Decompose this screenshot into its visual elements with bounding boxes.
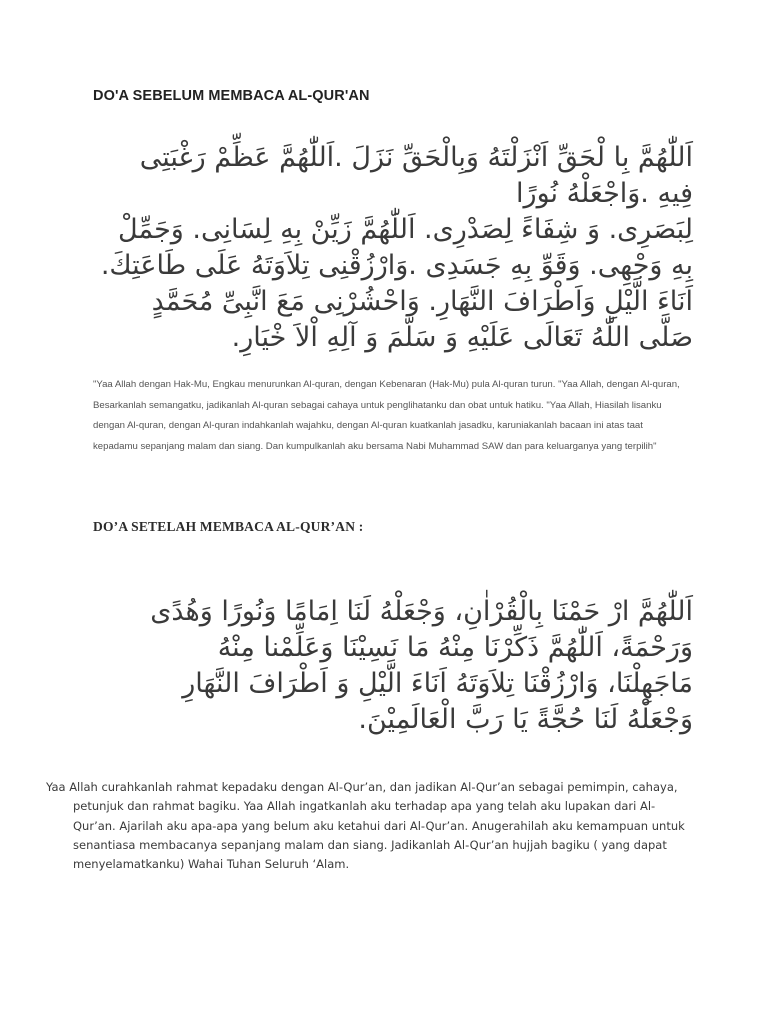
arabic-line: مَاجَهِلْنَا، وَارْزُقْنَا تِلاَوَتَهُ اَنَاءَ الَّيْلِ وَ اَطْرَافَ النَّهَارِ [182, 668, 693, 699]
section1-title: DO'A SEBELUM MEMBACA AL-QUR'AN [93, 88, 370, 104]
arabic-line: اَللّٰهُمَّ ارْ حَمْنَا بِالْقُرْاٰنِ، وَجْعَلْهُ لَنَا اِمَامًا وَنُورًا وَهُدًى [150, 596, 693, 627]
section2-arabic-prayer [88, 594, 693, 738]
arabic-line: وَرَحْمَةً، اَللّٰهُمَّ ذَكِّرْنَا مِنْهُ مَا نَسِيْنَا وَعَلِّمْنا مِنْهُ [217, 632, 693, 663]
section1-arabic-prayer [88, 140, 693, 356]
arabic-line: صَلَّى اللّٰهُ تَعَالَى عَلَيْهِ وَ سَلَّمَ وَ آلِهِ اْلاَ خْيَارِ. [231, 322, 693, 353]
arabic-line: بِهِ وَجْهِى. وَقَوِّ بِهِ جَسَدِى .وَارْزُقْنِى تِلاَوَتَهُ عَلَى طَاعَتِكَ. [100, 250, 693, 281]
section1-translation: "Yaa Allah dengan Hak-Mu, Engkau menurunkan Al-quran, dengan Kebenaran (Hak-Mu) pula Al-quran turun. "Yaa Allah, dengan Al-quran, Besarkanlah semangatku, jadikanlah Al-quran sebagai cahaya untuk penglihatanku dan obat untuk hatiku. "Yaa Allah, Hiasilah lisanku dengan Al-quran, dengan Al-quran indahkanlah wajahku, dengan Al-quran kuatkanlah jasadku, karuniakanlah bacaan ini atas taat kepadamu sepanjang malam dan siang. Dan kumpulkanlah aku bersama Nabi Muhammad SAW dan para keluarganya yang terpilih" [93, 379, 680, 452]
arabic-line: لِبَصَرِى. وَ شِفَاءً لِصَدْرِى. اَللّٰهُمَّ زَيِّنْ بِهِ لِسَانِى. وَجَمِّلْ [118, 214, 693, 245]
arabic-line: اَنَاءَ الَّيْلِ وَاَطْرَافَ النَّهَارِ. وَاحْشُرْنِى مَعَ انَّبِىِّ مُحَمَّدٍ [151, 286, 693, 317]
translation-continuation: petunjuk dan rahmat bagiku. Yaa Allah ingatkanlah aku terhadap apa yang telah aku lupakan dari Al-Qur’an. Ajarilah aku apa-apa yang belum aku ketahui dari Al-Qur’an. Anugerahilah aku kemampuan untuk senantiasa membacanya sepanjang malam dan siang. Jadikanlah Al-Qur’an hujjah bagiku ( yang dapat menyelamatkanku) Wahai Tuhan Seluruh ‘Alam. [73, 799, 685, 872]
section2-translation [46, 778, 696, 874]
arabic-line: فِيهِ .وَاجْعَلْهُ نُورًا [516, 178, 693, 209]
translation-first-line: Yaa Allah curahkanlah rahmat kepadaku dengan Al-Qur’an, dan jadikan Al-Qur’an sebagai pemimpin, cahaya, [46, 780, 678, 794]
section2-title: DO’A SETELAH MEMBACA AL-QUR’AN : [93, 519, 364, 534]
arabic-line: وَجْعَلْهُ لَنَا حُجَّةً يَا رَبَّ الْعَالَمِيْنَ. [358, 704, 693, 735]
arabic-line: اَللّٰهُمَّ بِا لْحَقِّ اَنْزَلْتَهُ وَبِالْحَقِّ نَزَلَ .اَللّٰهُمَّ عَظِّمْ رَغْبَتِى [139, 142, 693, 173]
